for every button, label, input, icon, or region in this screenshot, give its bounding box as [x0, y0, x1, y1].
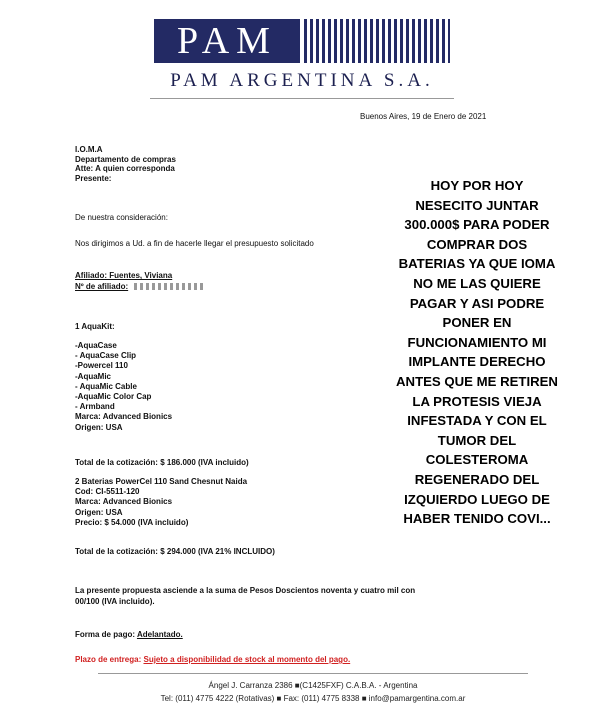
header-divider — [150, 98, 454, 99]
delivery-label: Plazo de entrega: — [75, 655, 142, 664]
item1-brand: Marca: Advanced Bionics — [75, 412, 173, 422]
overlay-line: IZQUIERDO LUEGO DE — [404, 491, 550, 507]
item1-total: Total de la cotización: $ 186.000 (IVA incluido) — [75, 458, 249, 467]
footer-divider — [98, 673, 528, 674]
overlay-line: HABER TENIDO COVI... — [403, 511, 551, 527]
recipient-line: Atte: A quien corresponda — [75, 164, 175, 173]
company-logo — [154, 19, 450, 63]
item1-components — [75, 341, 172, 433]
overlay-line: PONER EN — [442, 315, 512, 331]
overlay-line: COLESTEROMA — [425, 452, 529, 468]
overlay-line: IMPLANTE DERECHO — [408, 354, 546, 370]
logo-wordmark: PAM — [154, 19, 300, 63]
overlay-line: 300.000$ PARA PODER — [404, 217, 550, 233]
overlay-line: TUMOR DEL — [437, 432, 517, 448]
overlay-line: INFESTADA Y CON EL — [407, 413, 547, 429]
overlay-line: FUNCIONAMIENTO MI — [407, 334, 547, 350]
item2-block — [75, 477, 247, 528]
delivery-value: Sujeto a disponibilidad de stock al momento del pago. — [143, 655, 351, 664]
component-item: -Powercel 110 — [75, 361, 128, 371]
item2-heading: 2 Baterias PowerCel 110 Sand Chesnut Naida — [75, 477, 248, 486]
item1-heading: 1 AquaKit: — [75, 322, 115, 331]
component-item: -AquaMic — [75, 371, 111, 381]
affiliate-name: Afiliado: Fuentes, Viviana — [75, 271, 173, 280]
letter-date: Buenos Aires, 19 de Enero de 2021 — [360, 112, 487, 121]
overlay-line: ANTES QUE ME RETIREN — [396, 373, 558, 389]
redacted-member-number — [134, 283, 206, 290]
overlay-line: PAGAR Y ASI PODRE — [409, 295, 545, 311]
footer-contact-line: Tel: (011) 4775 4222 (Rotativas) ■ Fax: (011) 4775 8338 ■ info@pamargentina.com.ar — [160, 694, 466, 703]
component-item: -AquaCase — [75, 341, 117, 350]
component-item: - Armband — [75, 402, 115, 412]
component-item: - AquaCase Clip — [75, 351, 137, 361]
footer-contact — [98, 679, 528, 705]
greeting: De nuestra consideración: — [75, 213, 168, 222]
item2-total: Total de la cotización: $ 294.000 (IVA 21% INCLUIDO) — [75, 547, 275, 556]
component-item: -AquaMic Color Cap — [75, 392, 152, 402]
item2-price: Precio: $ 54.000 (IVA incluido) — [75, 517, 189, 527]
overlay-line: COMPRAR DOS — [426, 236, 528, 252]
overlay-line: BATERIAS YA QUE IOMA — [398, 256, 556, 272]
overlay-line: NO ME LAS QUIERE — [413, 275, 541, 291]
proposal-paragraph: La presente propuesta asciende a la suma de Pesos Doscientos noventa y cuatro mil con 00/100 (IVA incluido). — [75, 586, 416, 606]
item2-brand: Marca: Advanced Bionics — [75, 497, 173, 507]
overlay-line: REGENERADO DEL — [414, 471, 540, 487]
recipient-block — [75, 145, 176, 183]
logo-stripes — [304, 19, 450, 63]
footer-address: Ángel J. Carranza 2386 ■(C1425FXF) C.A.B.A. - Argentina — [208, 681, 418, 690]
intro-paragraph: Nos dirigimos a Ud. a fin de hacerle llegar el presupuesto solicitado — [75, 239, 314, 248]
recipient-line: Presente: — [75, 173, 112, 183]
item1-origin: Origen: USA — [75, 422, 123, 432]
company-name: PAM ARGENTINA S.A. — [170, 70, 434, 91]
affiliate-block — [75, 270, 206, 292]
recipient-line: I.O.M.A — [75, 145, 103, 154]
overlay-line: NESECITO JUNTAR — [415, 197, 539, 213]
item2-code: Cod: CI-5511-120 — [75, 487, 140, 497]
affiliate-number-label: Nº de afiliado: — [75, 282, 129, 291]
overlay-message — [362, 176, 592, 529]
component-item: - AquaMic Cable — [75, 381, 137, 391]
payment-terms — [75, 630, 183, 639]
overlay-line: LA PROTESIS VIEJA — [412, 393, 542, 409]
payment-label: Forma de pago: — [75, 630, 136, 639]
delivery-terms — [75, 655, 350, 664]
recipient-line: Departamento de compras — [75, 154, 176, 164]
payment-value: Adelantado. — [136, 630, 183, 639]
item2-origin: Origen: USA — [75, 507, 123, 517]
overlay-line: HOY POR HOY — [430, 178, 524, 193]
